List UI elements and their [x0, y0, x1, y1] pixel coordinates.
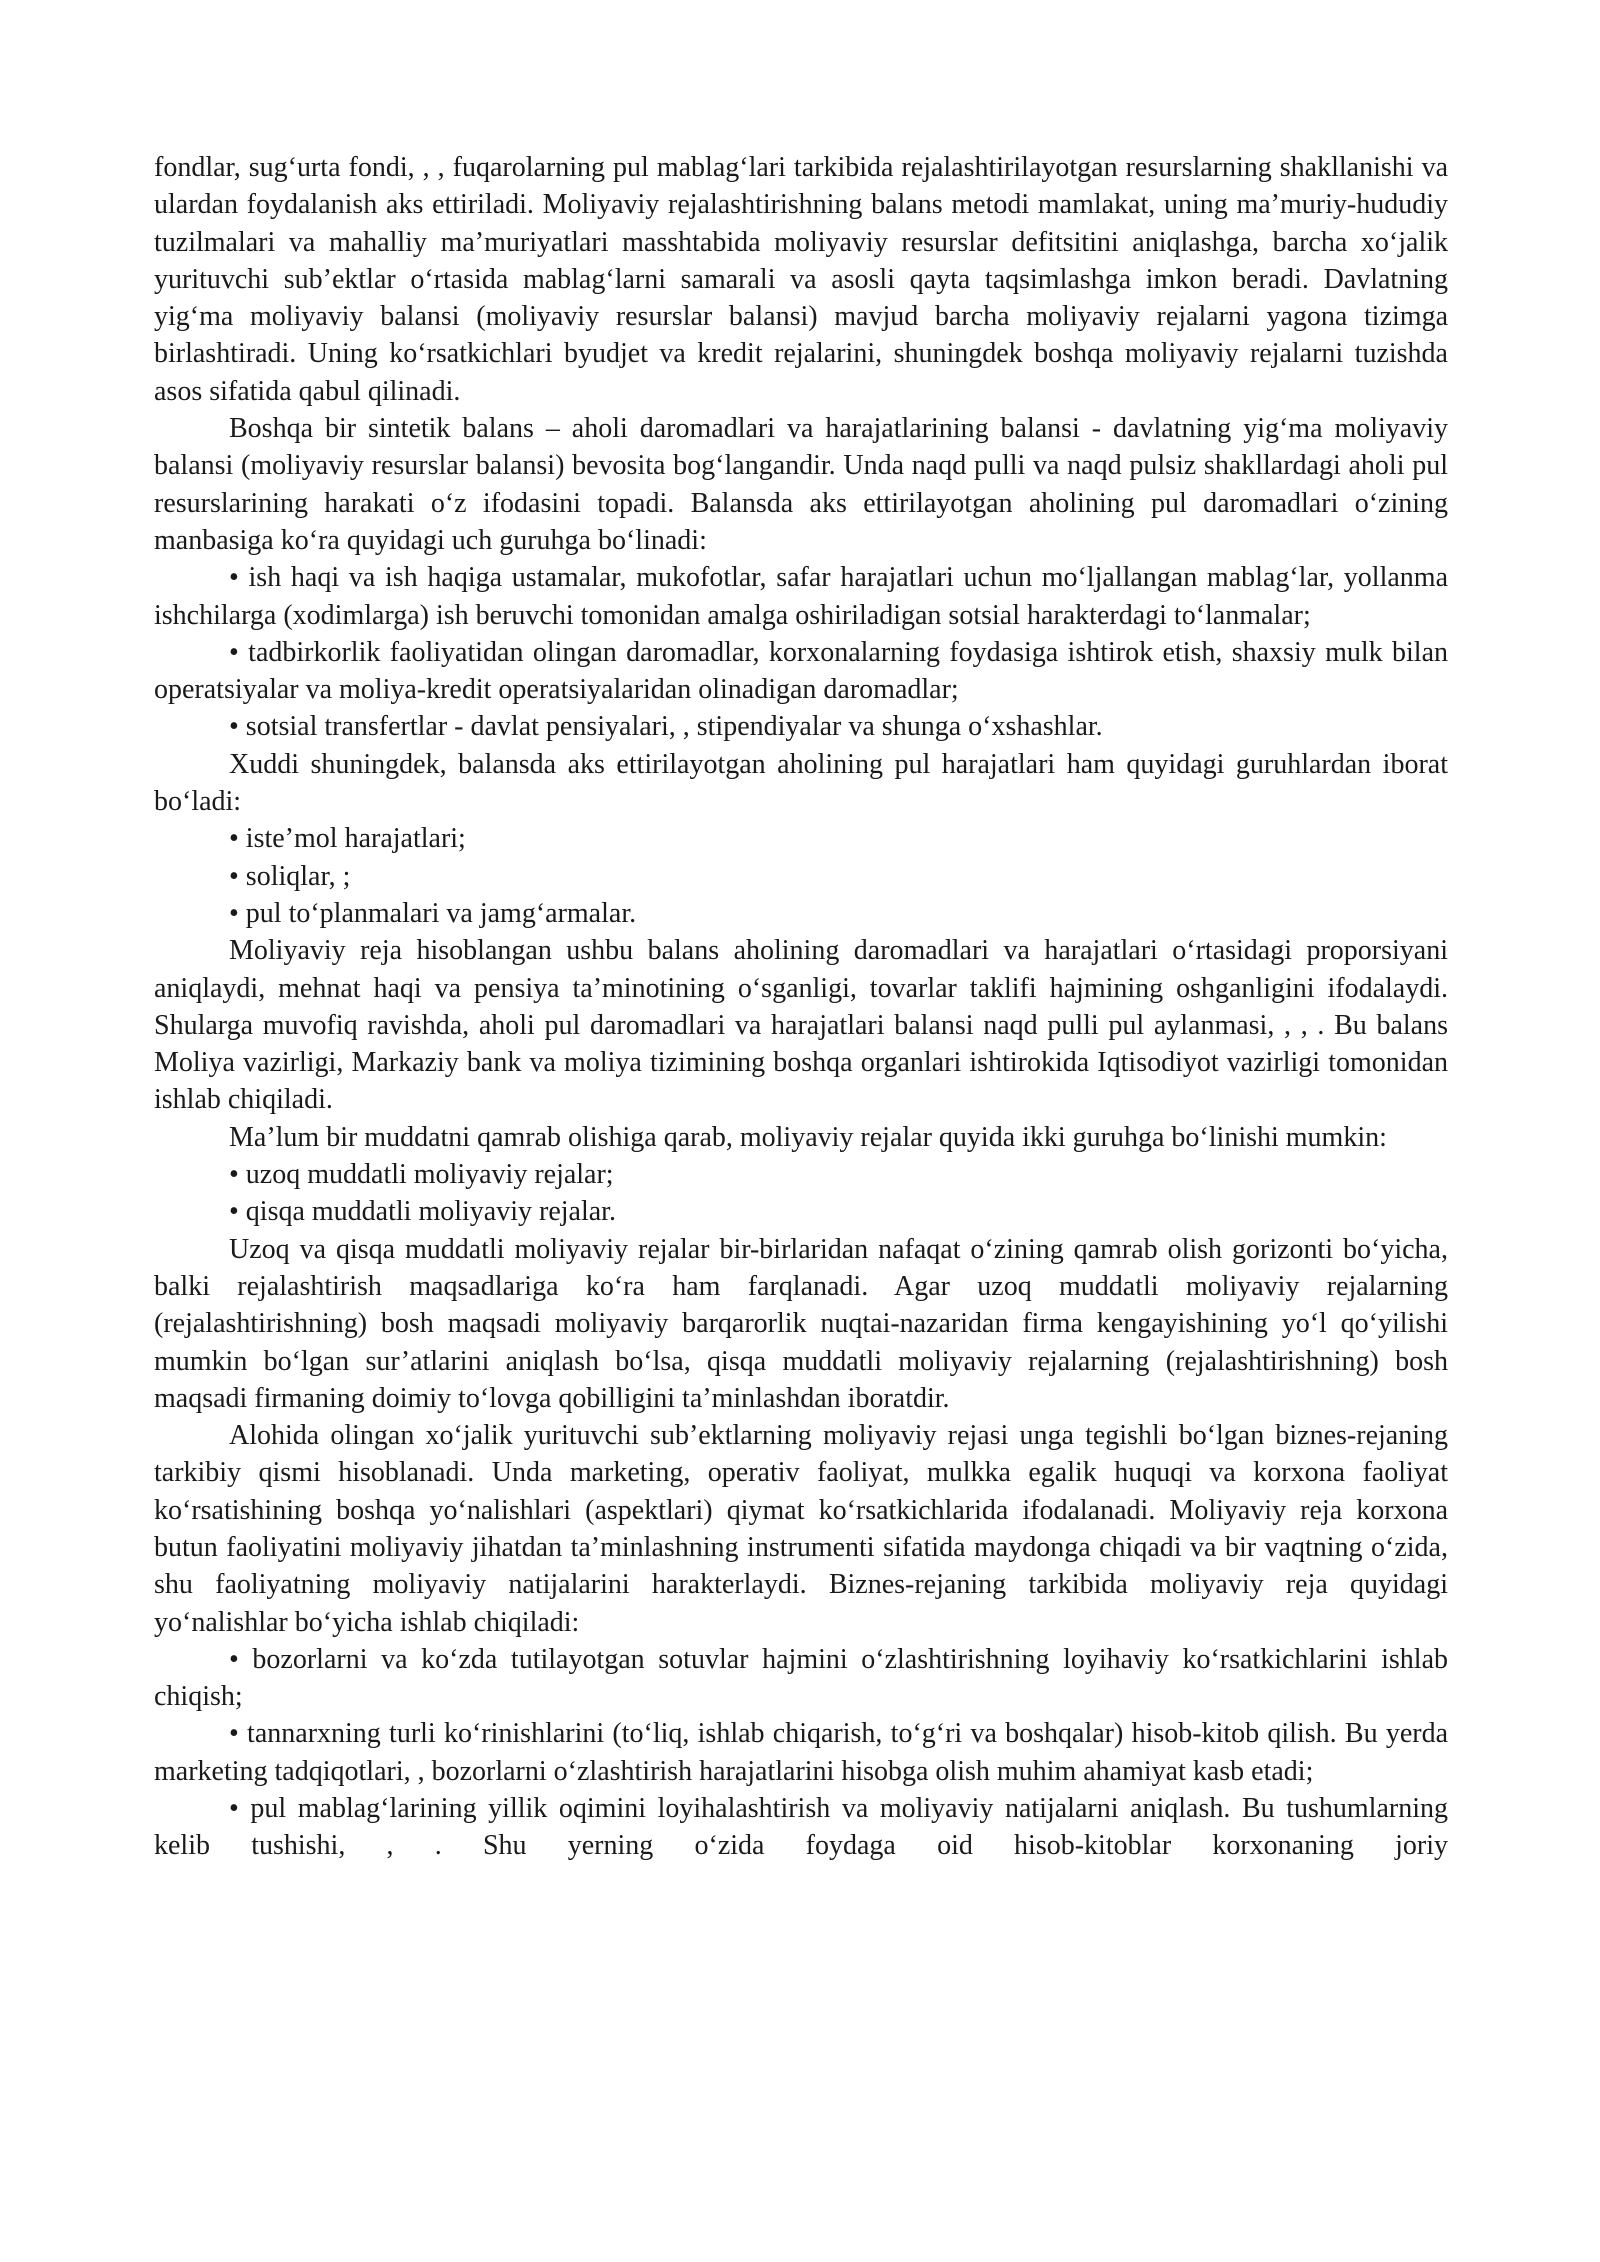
paragraph: Uzoq va qisqa muddatli moliyaviy rejalar bir-birlaridan nafaqat o‘zining qamrab olish gorizonti bo‘yicha, balki rejalashtirish maqsadlariga ko‘ra ham farqlanadi. Agar uzoq muddatli moliyaviy rejalarning (rejalashtirishning) bosh maqsadi moliyaviy barqarorlik nuqtai-nazaridan firma kengayishining yo‘l qo‘yilishi mumkin bo‘lgan sur’atlarini aniqlash bo‘lsa, qisqa muddatli moliyaviy rejalarning (rejalashtirishning) bosh maqsadi firmaning doimiy to‘lovga qobilligini ta’minlashdan iboratdir.	[154, 1233, 1448, 1414]
document-page	[154, 149, 1448, 1865]
paragraph: Boshqa bir sintetik balans – aholi daromadlari va harajatlarining balansi - davlatning yig‘ma moliyaviy balansi (moliyaviy resurslar balansi) bevosita bog‘langandir. Unda naqd pulli va naqd pulsiz shakllardagi aholi pul resurslarining harakati o‘z ifodasini topadi. Balansda aks ettirilayotgan aholining pul daromadlari o‘zining manbasiga ko‘ra quyidagi uch guruhga bo‘linadi:	[154, 413, 1448, 556]
paragraph: Moliyaviy reja hisoblangan ushbu balans aholining daromadlari va harajatlari o‘rtasidagi proporsiyani aniqlaydi, mehnat haqi va pensiya ta’minotining o‘sganligi, tovarlar taklifi hajmining oshganligini ifodalaydi. Shularga muvofiq ravishda, aholi pul daromadlari va harajatlari balansi naqd pulli pul aylanmasi, , , . Bu balans Moliya vazirligi, Markaziy bank va moliya tizimining boshqa organlari ishtirokida Iqtisodiyot vazirligi tomonidan ishlab chiqiladi.	[154, 935, 1448, 1116]
paragraph: fondlar, sug‘urta fondi, , , fuqarolarning pul mablag‘lari tarkibida rejalashtirilayotgan resurslarning shakllanishi va ulardan foydalanish aks ettiriladi. Moliyaviy rejalashtirishning balans metodi mamlakat, uning ma’muriy-hududiy tuzilmalari va mahalliy ma’muriyatlari masshtabida moliyaviy resurslar defitsitini aniqlashga, barcha xo‘jalik yurituvchi sub’ektlar o‘rtasida mablag‘larni samarali va asosli qayta taqsimlashga imkon beradi. Davlatning yig‘ma moliyaviy balansi (moliyaviy resurslar balansi) mavjud barcha moliyaviy rejalarni yagona tizimga birlashtiradi. Uning ko‘rsatkichlari byudjet va kredit rejalarini, shuningdek boshqa moliyaviy rejalarni tuzishda asos sifatida qabul qilinadi.	[154, 152, 1448, 407]
bullet-item: • ish haqi va ish haqiga ustamalar, mukofotlar, safar harajatlari uchun mo‘ljallangan mablag‘lar, yollanma ishchilarga (xodimlarga) ish beruvchi tomonidan amalga oshiriladigan sotsial harakterdagi to‘lanmalar;	[154, 562, 1448, 631]
bullet-item: • tannarxning turli ko‘rinishlarini (to‘liq, ishlab chiqarish, to‘g‘ri va boshqalar) hisob-kitob qilish. Bu yerda marketing tadqiqotlari, , bozorlarni o‘zlashtirish harajatlarini hisobga olish muhim ahamiyat kasb etadi;	[154, 1718, 1448, 1787]
bullet-item: • pul to‘planmalari va jamg‘armalar.	[229, 897, 637, 929]
bullet-item: • soliqlar, ;	[229, 860, 351, 892]
bullet-item: • bozorlarni va ko‘zda tutilayotgan sotuvlar hajmini o‘zlashtirishning loyihaviy ko‘rsatkichlarini ishlab chiqish;	[154, 1643, 1448, 1713]
bullet-item: • pul mablag‘larining yillik oqimini loyihalashtirish va moliyaviy natijalarni aniqlash. Bu tushumlarning kelib tushishi, , . Shu yerning o‘zida foydaga oid hisob-kitoblar korxonaning joriy	[154, 1793, 1448, 1862]
paragraph: Ma’lum bir muddatni qamrab olishiga qarab, moliyaviy rejalar quyida ikki guruhga bo‘linishi mumkin:	[229, 1121, 1387, 1153]
bullet-item: • iste’mol harajatlari;	[229, 823, 466, 855]
paragraph: Alohida olingan xo‘jalik yurituvchi sub’ektlarning moliyaviy rejasi unga tegishli bo‘lgan biznes-rejaning tarkibiy qismi hisoblanadi. Unda marketing, operativ faoliyat, mulkka egalik huquqi va korxona faoliyat ko‘rsatishining boshqa yo‘nalishlari (aspektlari) qiymat ko‘rsatkichlarida ifodalanadi. Moliyaviy reja korxona butun faoliyatini moliyaviy jihatdan ta’minlashning instrumenti sifatida maydonga chiqadi va bir vaqtning o‘zida, shu faoliyatning moliyaviy natijalarini harakterlaydi. Biznes-rejaning tarkibida moliyaviy reja quyidagi yo‘nalishlar bo‘yicha ishlab chiqiladi:	[154, 1420, 1448, 1638]
bullet-item: • tadbirkorlik faoliyatidan olingan daromadlar, korxonalarning foydasiga ishtirok etish, shaxsiy mulk bilan operatsiyalar va moliya-kredit operatsiyalaridan olinadigan daromadlar;	[154, 636, 1448, 706]
bullet-item: • sotsial transfertlar - davlat pensiyalari, , stipendiyalar va shunga o‘xshashlar.	[229, 711, 1103, 743]
bullet-item: • uzoq muddatli moliyaviy rejalar;	[229, 1159, 614, 1191]
bullet-item: • qisqa muddatli moliyaviy rejalar.	[229, 1196, 616, 1228]
paragraph: Xuddi shuningdek, balansda aks ettirilayotgan aholining pul harajatlari ham quyidagi guruhlardan iborat bo‘ladi:	[154, 748, 1448, 818]
